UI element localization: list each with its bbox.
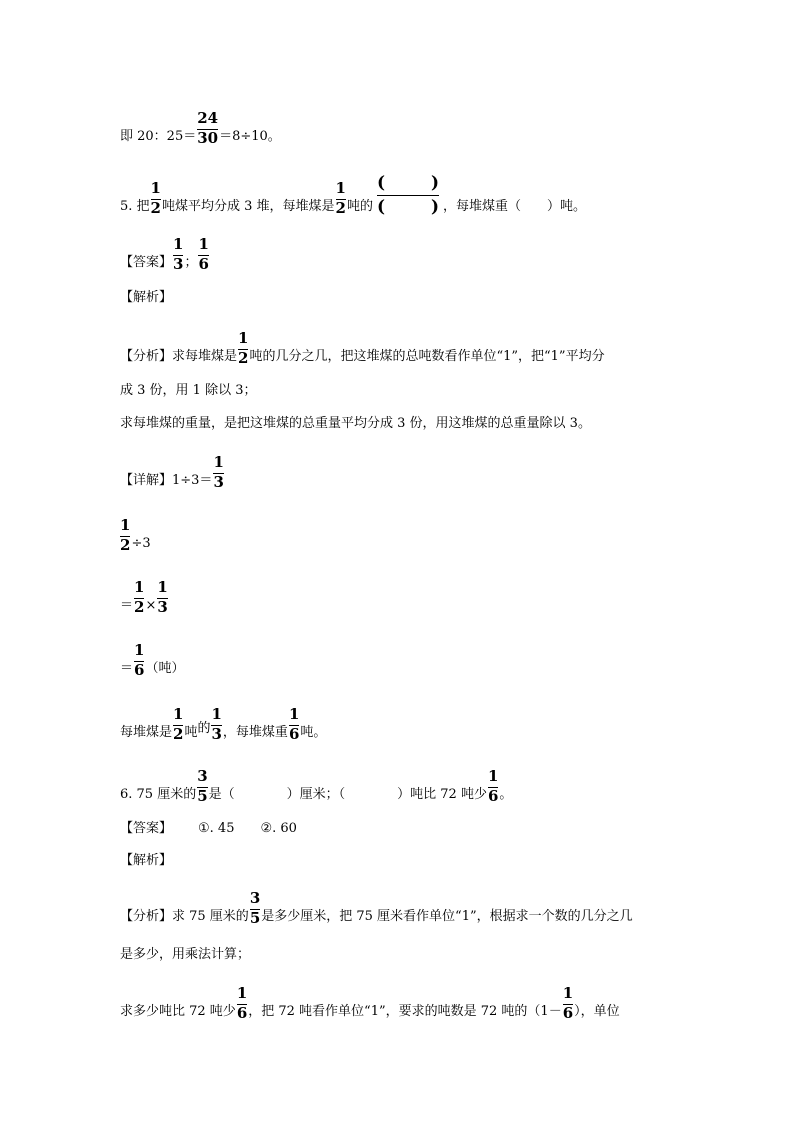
fraction: $\frac{1}{6}$: [134, 641, 145, 679]
equation-line: [120, 108, 281, 145]
answer-label: 【答案】: [120, 821, 173, 836]
analysis-5-line-3: 求每堆煤的重量，是把这堆煤的总重量平均分成 3 份，用这堆煤的总重量除以 3。: [120, 416, 591, 431]
fraction: $\frac{1}{6}$: [288, 705, 300, 743]
analysis-6-line-3: [120, 983, 620, 1020]
analysis-6-line-1: [120, 888, 633, 925]
fraction: $\frac{1}{2}$: [335, 179, 346, 217]
fraction: $\frac{3}{5}$: [197, 767, 208, 805]
detail-5-line-4: ＝ $\frac{1}{6}$ （吨）: [120, 641, 185, 679]
fraction: $\frac{1}{3}$: [157, 578, 168, 616]
fraction: $\frac{24}{30}$: [197, 109, 219, 147]
detail-5-line-2: [120, 515, 151, 552]
analysis-label: 【解析】: [120, 853, 173, 868]
question-text: 5. 把: [120, 199, 150, 214]
detail-text: ÷3: [131, 536, 151, 551]
fraction: $\frac{1}{2}$: [173, 705, 184, 743]
equation-text: ＝8÷10。: [219, 129, 281, 144]
analysis-5-line-2: 成 3 份，用 1 除以 3；: [120, 383, 257, 398]
question-text: 吨的: [346, 199, 373, 214]
fraction: $\frac{1}{3}$: [211, 705, 222, 743]
fraction: $\frac{1}{6}$: [198, 235, 209, 273]
detail-5-line-5: 每堆煤是 $\frac{1}{2}$ 吨 的 $\frac{1}{3}$ ，每堆煤重 $\frac{1}{6}$ 吨。: [120, 705, 327, 743]
answer-value-2: ②. 60: [260, 821, 297, 836]
answer-6: [120, 821, 297, 837]
question-text: 。: [499, 787, 513, 802]
fraction: $\frac{1}{2}$: [238, 329, 249, 367]
question-text: 吨煤平均分成 3 堆，每堆煤是: [161, 199, 335, 214]
analysis-5-line-1: [120, 328, 605, 365]
analysis-text: 是多少厘米，把 75 厘米看作单位“1”，根据求一个数的几分之几: [261, 909, 633, 924]
analysis-text: 求多少吨比 72 吨少: [120, 1004, 236, 1019]
fraction: $\frac{3}{5}$: [249, 889, 261, 927]
detail-5-line-3: ＝ $\frac{1}{2}$ × $\frac{1}{3}$: [120, 578, 168, 616]
analysis-text: 【分析】求 75 厘米的: [120, 909, 249, 924]
fraction: $\frac{1}{6}$: [487, 767, 499, 805]
fraction: $\frac{1}{3}$: [213, 453, 224, 491]
fraction: $\frac{1}{2}$: [134, 578, 145, 616]
analysis-label: 【解析】: [120, 290, 173, 305]
answer-separator: ；: [184, 255, 198, 270]
fraction: $\frac{1}{6}$: [562, 984, 574, 1022]
question-text: 是（ ）厘米；（ ）吨比 72 吨少: [208, 787, 487, 802]
question-6: [120, 766, 512, 803]
analysis-text: 吨的几分之几，把这堆煤的总吨数看作单位“1”，把“1”平均分: [249, 349, 605, 364]
fraction: $\frac{1}{2}$: [120, 516, 131, 554]
answer-value-1: ①. 45: [198, 821, 235, 836]
question-text: ，每堆煤重（ ）吨。: [442, 199, 586, 214]
blank-fraction: ( ) ( ): [376, 173, 439, 217]
question-5: [120, 172, 586, 215]
answer-5: [120, 234, 210, 271]
analysis-text: ，把 72 吨看作单位“1”，要求的吨数是 72 吨的（1－: [248, 1004, 562, 1019]
fraction: $\frac{1}{3}$: [173, 235, 184, 273]
fraction: $\frac{1}{2}$: [150, 179, 161, 217]
detail-text: 【详解】1÷3＝: [120, 473, 213, 488]
analysis-text: ），单位: [574, 1004, 620, 1019]
equation-text: 即 20：25＝: [120, 129, 197, 144]
analysis-6-line-2: 是多少，用乘法计算；: [120, 947, 251, 962]
answer-label: 【答案】: [120, 255, 173, 270]
detail-5-line-1: [120, 452, 225, 489]
analysis-text: 【分析】求每堆煤是: [120, 349, 238, 364]
question-text: 6. 75 厘米的: [120, 787, 197, 802]
fraction: $\frac{1}{6}$: [236, 984, 248, 1022]
